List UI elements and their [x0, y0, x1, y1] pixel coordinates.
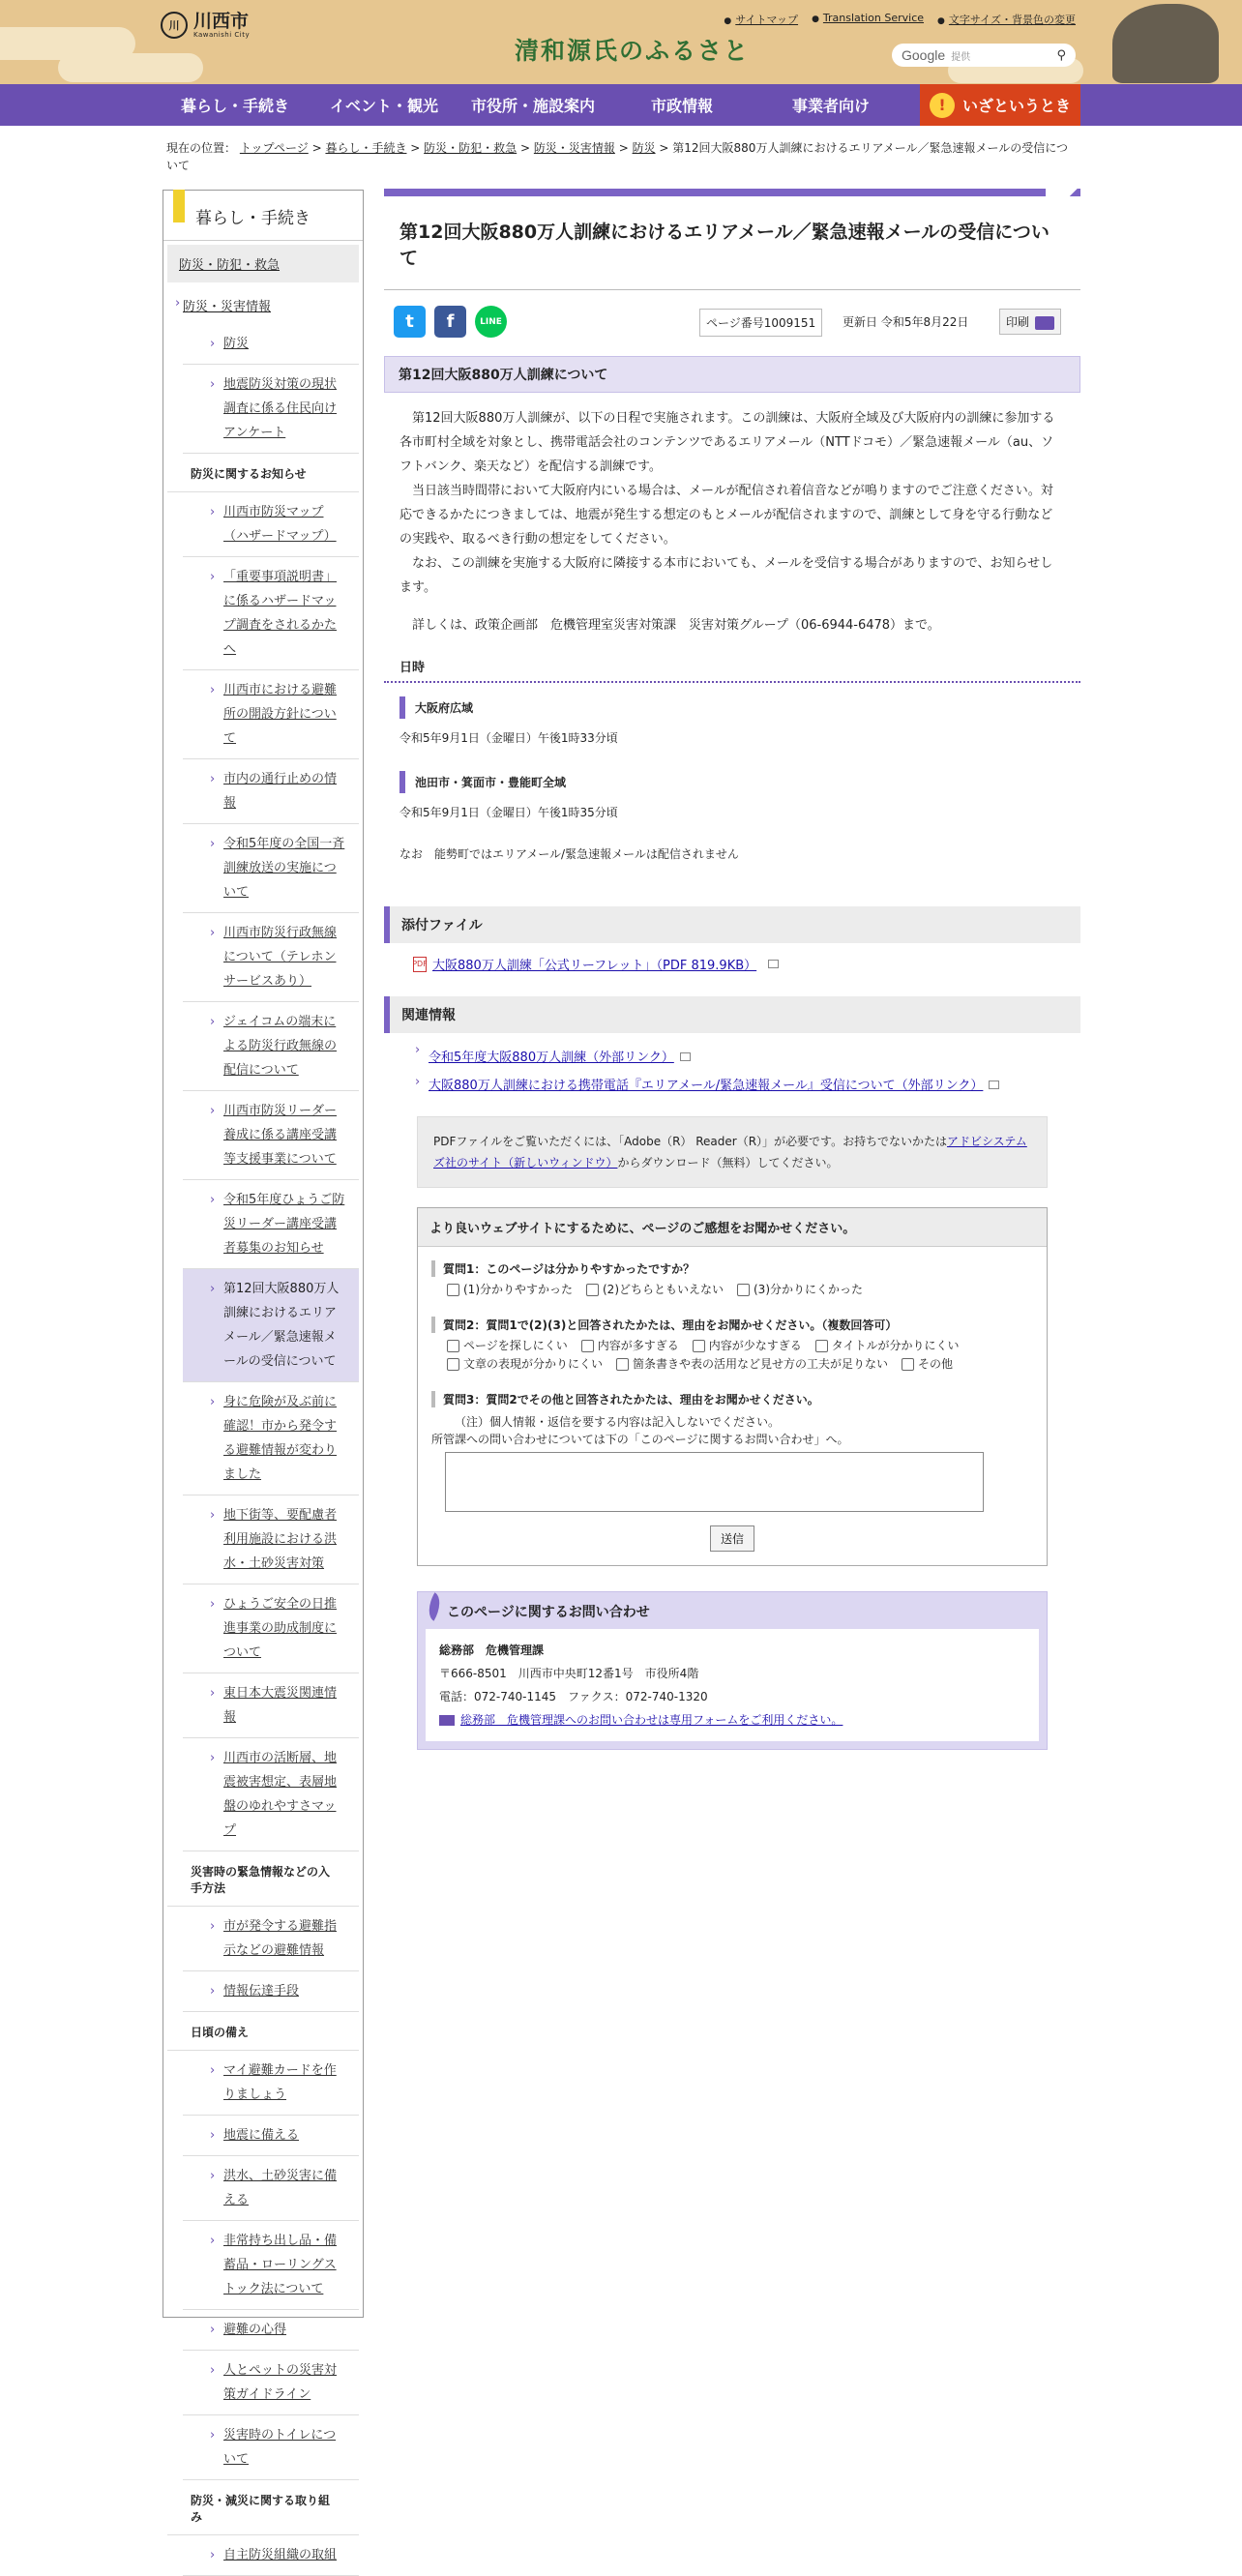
bullet-icon: ● — [937, 16, 945, 26]
sidebar-link-text[interactable]: 市が発令する避難指示などの避難情報 — [223, 1919, 338, 1958]
sidebar-link-text[interactable]: 地震防災対策の現状調査に係る住民向けアンケート — [223, 377, 338, 440]
translation-link[interactable]: Translation Service — [822, 12, 925, 24]
feedback-survey — [417, 1207, 1048, 1566]
sidebar-link-text[interactable]: マイ避難カードを作りましょう — [223, 2063, 337, 2102]
checkbox-option[interactable]: 内容が多すぎる — [581, 1337, 679, 1355]
sidebar-link[interactable] — [183, 1907, 359, 1971]
sidebar-link[interactable] — [183, 1584, 359, 1673]
title-corner-decoration — [1046, 189, 1080, 218]
checkbox-option[interactable]: その他 — [902, 1355, 953, 1374]
header-cloud-decoration — [58, 53, 203, 82]
sidebar-link-text[interactable]: 川西市防災マップ（ハザードマップ） — [223, 505, 337, 544]
site-logo[interactable] — [161, 12, 250, 39]
body-paragraph: なお、この訓練を実施する大阪府に隣接する本市においても、メールを受信する場合がありますので、お知らせします。 — [399, 556, 1053, 595]
sidebar-link-text[interactable]: 洪水、土砂災害に備える — [223, 2169, 338, 2207]
sidebar-link-text[interactable]: 川西市防災リーダー養成に係る講座受講等支援事業について — [223, 1104, 338, 1167]
city-emblem-icon: 川 — [161, 12, 188, 39]
facebook-share-icon[interactable]: f — [434, 306, 466, 338]
sidebar-link[interactable] — [183, 1971, 359, 2012]
breadcrumb-bousai[interactable]: 防災 — [632, 141, 656, 155]
site-search[interactable] — [892, 44, 1076, 67]
survey-heading: より良いウェブサイトにするために、ページのご感想をお聞かせください。 — [418, 1208, 1047, 1247]
contact-address: 〒666-8501 川西市中央町12番1号 市役所4階 — [439, 1667, 699, 1680]
logo-name: 川西市 — [193, 10, 250, 32]
sidebar-link[interactable] — [183, 824, 359, 913]
breadcrumb-disaster-info[interactable]: 防災・災害情報 — [533, 141, 615, 155]
pdf-reader-note — [417, 1116, 1048, 1188]
sidebar-link-text[interactable]: 令和5年度ひょうご防災リーダー講座受講者募集のお知らせ — [223, 1193, 345, 1256]
sidebar-link[interactable] — [183, 1495, 359, 1584]
breadcrumb-living[interactable]: 暮らし・手続き — [325, 141, 407, 155]
schedule-time: 令和5年9月1日（金曜日）午後1時35分頃 — [399, 806, 618, 819]
sidebar-section-heading: 日頃の備え — [167, 2012, 359, 2051]
mail-icon — [439, 1715, 455, 1726]
sidebar-link-text[interactable]: 身に危険が及ぶ前に確認！市から発令する避難情報が変わりました — [223, 1395, 338, 1482]
bullet-icon: ● — [812, 15, 819, 24]
sidebar-link-text[interactable]: 災害時のトイレについて — [223, 2428, 337, 2467]
printer-icon — [1035, 316, 1054, 330]
breadcrumb-top[interactable]: トップページ — [239, 141, 309, 155]
updated-date: 更新日 令和5年8月22日 — [843, 315, 969, 329]
sidebar-link-current[interactable] — [183, 1269, 359, 1382]
schedule-note: なお 能勢町ではエリアメール/緊急速報メールは配信されません — [399, 847, 739, 861]
sidebar-link-text[interactable]: 地下街等、要配慮者利用施設における洪水・土砂災害対策 — [223, 1508, 338, 1571]
site-header — [0, 0, 1242, 84]
quill-icon — [422, 1592, 446, 1621]
sidebar-link-text[interactable]: 情報伝達手段 — [223, 1984, 300, 1999]
nav-facilities[interactable]: 市役所・施設案内 — [470, 97, 595, 115]
sitemap-link[interactable]: サイトマップ — [735, 14, 799, 26]
pdf-file-icon: PDF — [413, 957, 427, 972]
section-heading: 第12回大阪880万人訓練について — [384, 356, 1080, 393]
body-paragraph: 第12回大阪880万人訓練が、以下の日程で実施されます。この訓練は、大阪府全域及び大阪府内の訓練に参加する各市町村全域を対象とし、携帯電話会社のコンテンツであるエリアメール（NTTドコモ）／緊急速報メール（au、ソフトバンク、楽天など）を配信する訓練です。 — [399, 411, 1055, 474]
sidebar-subcategory-link[interactable]: 防災・災害情報 — [183, 300, 272, 314]
sidebar-link[interactable] — [183, 2156, 359, 2221]
sidebar-link-text[interactable]: ひょうご安全の日推進事業の助成制度について — [223, 1597, 338, 1660]
survey-submit-button[interactable]: 送信 — [710, 1525, 754, 1552]
contact-heading-text: このページに関するお問い合わせ — [447, 1605, 650, 1620]
page-number: ページ番号1009151 — [699, 309, 822, 337]
page-title — [384, 189, 1080, 290]
survey-contact-note: 所管課への問い合わせについては下の「このページに関するお問い合わせ」へ。 — [431, 1433, 849, 1446]
sidebar-link[interactable] — [183, 670, 359, 759]
checkbox-option[interactable]: ページを探しにくい — [447, 1337, 568, 1355]
sidebar-category-link[interactable]: 防災・防犯・救急 — [179, 258, 281, 273]
sidebar-section-heading: 防災・減災に関する取り組み — [167, 2480, 359, 2535]
sidebar-link-text[interactable]: 川西市防災行政無線について（テレホンサービスあり） — [223, 926, 338, 989]
warning-icon: ! — [930, 93, 955, 118]
sidebar-link[interactable] — [183, 1382, 359, 1495]
breadcrumb: 現在の位置： トップページ > 暮らし・手続き > 防災・防犯・救急 > 防災・災害情報 > 防災 > 第12回大阪880万人訓練におけるエリアメール／緊急速報メールの受信について — [166, 141, 1069, 172]
pdf-note-text: PDFファイルをご覧いただくには、「Adobe（R） Reader（R）」が必要です。お持ちでないかたは — [433, 1135, 947, 1148]
sidebar-link[interactable] — [183, 1738, 359, 1851]
breadcrumb-safety[interactable]: 防災・防犯・救急 — [424, 141, 518, 155]
contact-form-link[interactable]: 総務部 危機管理課へのお問い合わせは専用フォームをご利用ください。 — [460, 1713, 843, 1727]
search-icon[interactable]: ⚲ — [1056, 47, 1066, 63]
survey-question-1: 質問1：このページは分かりやすかったですか？ — [431, 1260, 1033, 1277]
sidebar-link-text[interactable]: 自主防災組織の取組 — [223, 2548, 338, 2562]
twitter-share-icon[interactable]: t — [394, 306, 426, 338]
area-heading: 池田市・箕面市・豊能町全域 — [399, 771, 1065, 793]
checkbox-option[interactable]: 箇条書きや表の活用など見せ方の工夫が足りない — [616, 1355, 888, 1374]
new-window-icon — [768, 960, 779, 968]
body-paragraph: 当日該当時間帯において大阪府内にいる場合は、メールが配信され着信音などが鳴りますのでご注意ください。対応できるかたにつきましては、地震が発生する想定のもとメールが配信されますので、訓練として身を守る行動などの実践や、取るべき行動の想定をしてください。 — [399, 484, 1053, 547]
new-window-icon — [680, 1052, 691, 1061]
sidebar-link[interactable] — [183, 759, 359, 824]
sidebar-link-text[interactable]: 市内の通行止めの情報 — [223, 772, 338, 811]
nav-business[interactable]: 事業者向け — [791, 97, 870, 115]
contact-body — [426, 1629, 1039, 1741]
global-nav — [0, 84, 1242, 126]
sidebar-link[interactable] — [183, 492, 359, 557]
sidebar-link-text[interactable]: 川西市における避難所の開設方針について — [223, 683, 338, 746]
nav-events[interactable]: イベント・観光 — [329, 97, 438, 115]
site-slogan: 清和源氏のふるさと — [515, 37, 751, 65]
line-share-icon[interactable]: LINE — [475, 306, 507, 338]
sidebar-section-heading: 災害時の緊急情報などの入手方法 — [167, 1851, 359, 1907]
sidebar-link[interactable] — [183, 1091, 359, 1180]
radio-option[interactable]: (2)どちらともいえない — [586, 1281, 724, 1299]
bullet-icon: ● — [724, 16, 732, 26]
sidebar-link[interactable] — [183, 2310, 359, 2351]
logo-subtitle: Kawanishi City — [193, 30, 251, 39]
sidebar-link[interactable] — [183, 1180, 359, 1269]
sidebar-subcategory[interactable] — [163, 286, 363, 324]
sidebar-header — [163, 191, 363, 241]
sidebar-link[interactable] — [183, 2221, 359, 2310]
related-item — [384, 1033, 1080, 1065]
survey-comment-textarea[interactable] — [445, 1452, 984, 1512]
checkbox-option[interactable]: タイトルが分かりにくい — [815, 1337, 960, 1355]
main-content — [384, 189, 1080, 1750]
sidebar-link[interactable] — [183, 2051, 359, 2116]
schedule-time: 令和5年9月1日（金曜日）午後1時33分頃 — [399, 731, 618, 745]
sidebar-link[interactable] — [183, 557, 359, 670]
sidebar — [163, 190, 364, 2562]
attachment-item — [384, 943, 1080, 973]
related-item — [384, 1065, 1080, 1093]
breadcrumb-prefix: 現在の位置： — [166, 141, 237, 155]
sidebar-link[interactable] — [183, 365, 359, 454]
sidebar-link[interactable] — [183, 1002, 359, 1091]
contact-phone: 電話：072-740-1145 ファクス：072-740-1320 — [439, 1690, 708, 1703]
attachments-heading: 添付ファイル — [384, 906, 1080, 943]
sidebar-link-text[interactable]: 東日本大震災関連情報 — [223, 1686, 338, 1725]
radio-option[interactable]: (3)分かりにくかった — [737, 1281, 863, 1299]
survey-options-2 — [418, 1337, 1047, 1374]
related-link[interactable]: 令和5年度大阪880万人訓練（外部リンク） — [429, 1051, 674, 1065]
text-size-link[interactable]: 文字サイズ・背景色の変更 — [948, 14, 1076, 26]
pdf-note-text: からダウンロード（無料）してください。 — [617, 1156, 839, 1170]
schedule-heading: 日時 — [384, 637, 1080, 683]
survey-question-3: 質問3：質問2でその他と回答されたかたは、理由をお聞かせください。 — [431, 1391, 1033, 1407]
survey-privacy-note: （注）個人情報・返信を要する内容は記入しないでください。 — [455, 1415, 781, 1429]
contact-box — [417, 1591, 1048, 1750]
sidebar-link-text[interactable]: ジェイコムの端末による防災行政無線の配信について — [223, 1015, 338, 1078]
utility-links — [724, 12, 1076, 27]
page-title-text: 第12回大阪880万人訓練におけるエリアメール／緊急速報メールの受信について — [399, 222, 1050, 269]
share-bar — [384, 290, 1080, 352]
sidebar-link-text[interactable]: 川西市の活断層、地震被害想定、表層地盤のゆれやすさマップ — [223, 1751, 338, 1838]
bookmark-icon — [173, 190, 185, 222]
sidebar-link-text[interactable]: 令和5年度の全国一斉訓練放送の実施について — [223, 837, 345, 900]
nav-city-info[interactable]: 市政情報 — [650, 97, 713, 115]
sidebar-link[interactable] — [183, 2116, 359, 2156]
sidebar-link[interactable] — [183, 324, 359, 365]
google-label: Google — [902, 47, 946, 63]
print-button[interactable] — [999, 309, 1061, 335]
nav-living[interactable]: 暮らし・手続き — [180, 97, 289, 115]
sidebar-link-text[interactable]: 避難の心得 — [223, 2323, 287, 2337]
print-label: 印刷 — [1006, 315, 1030, 329]
sidebar-link[interactable] — [183, 913, 359, 1002]
contact-department: 総務部 危機管理課 — [439, 1643, 545, 1657]
sidebar-link-text[interactable]: 人とペットの災害対策ガイドライン — [223, 2363, 338, 2402]
search-powered-by: 提供 — [951, 51, 971, 63]
related-link[interactable]: 大阪880万人訓練における携帯電話『エリアメール/緊急速報メール』受信について（外部リンク） — [429, 1079, 984, 1093]
body-paragraph: 詳しくは、政策企画部 危機管理室災害対策課 災害対策グループ（06-6944-6478）まで。 — [412, 618, 940, 633]
sidebar-link[interactable] — [183, 2351, 359, 2415]
sidebar-link-text: 第12回大阪880万人訓練におけるエリアメール／緊急速報メールの受信について — [223, 1282, 340, 1369]
contact-heading — [426, 1592, 1039, 1629]
samurai-illustration — [1112, 4, 1219, 83]
sidebar-link-text[interactable]: 地震に備える — [223, 2128, 300, 2143]
sidebar-link-text[interactable]: 防災 — [223, 337, 250, 351]
sidebar-title: 暮らし・手続き — [195, 209, 310, 228]
sidebar-category[interactable] — [167, 245, 359, 282]
nav-emergency[interactable] — [920, 84, 1080, 126]
radio-option[interactable]: (1)分かりやすかった — [447, 1281, 573, 1299]
survey-question-2: 質問2：質問1で(2)(3)と回答されたかたは、理由をお聞かせください。（複数回答可） — [431, 1317, 1033, 1333]
checkbox-option[interactable]: 内容が少なすぎる — [693, 1337, 802, 1355]
sidebar-section-heading: 防災に関するお知らせ — [167, 454, 359, 492]
related-heading: 関連情報 — [384, 996, 1080, 1033]
sidebar-link[interactable] — [183, 2535, 359, 2576]
sidebar-link[interactable] — [183, 2415, 359, 2480]
area-heading: 大阪府広域 — [399, 696, 1065, 719]
sidebar-link-text[interactable]: 非常持ち出し品・備蓄品・ローリングストック法について — [223, 2234, 338, 2296]
sidebar-link[interactable] — [183, 1673, 359, 1738]
breadcrumb-current: 第12回大阪880万人訓練におけるエリアメール／緊急速報メールの受信について — [166, 141, 1069, 172]
sidebar-link-text[interactable]: 「重要事項説明書」に係るハザードマップ調査をされるかたへ — [223, 570, 338, 657]
nav-emergency-label: いざというとき — [961, 97, 1071, 115]
survey-options-1 — [418, 1281, 1047, 1299]
new-window-icon — [989, 1081, 999, 1089]
adobe-link[interactable]: アドビシステムズ社のサイト（新しいウィンドウ） — [433, 1135, 1027, 1170]
attachment-link[interactable]: 大阪880万人訓練「公式リーフレット」（PDF 819.9KB） — [432, 959, 757, 973]
checkbox-option[interactable]: 文章の表現が分かりにくい — [447, 1355, 603, 1374]
